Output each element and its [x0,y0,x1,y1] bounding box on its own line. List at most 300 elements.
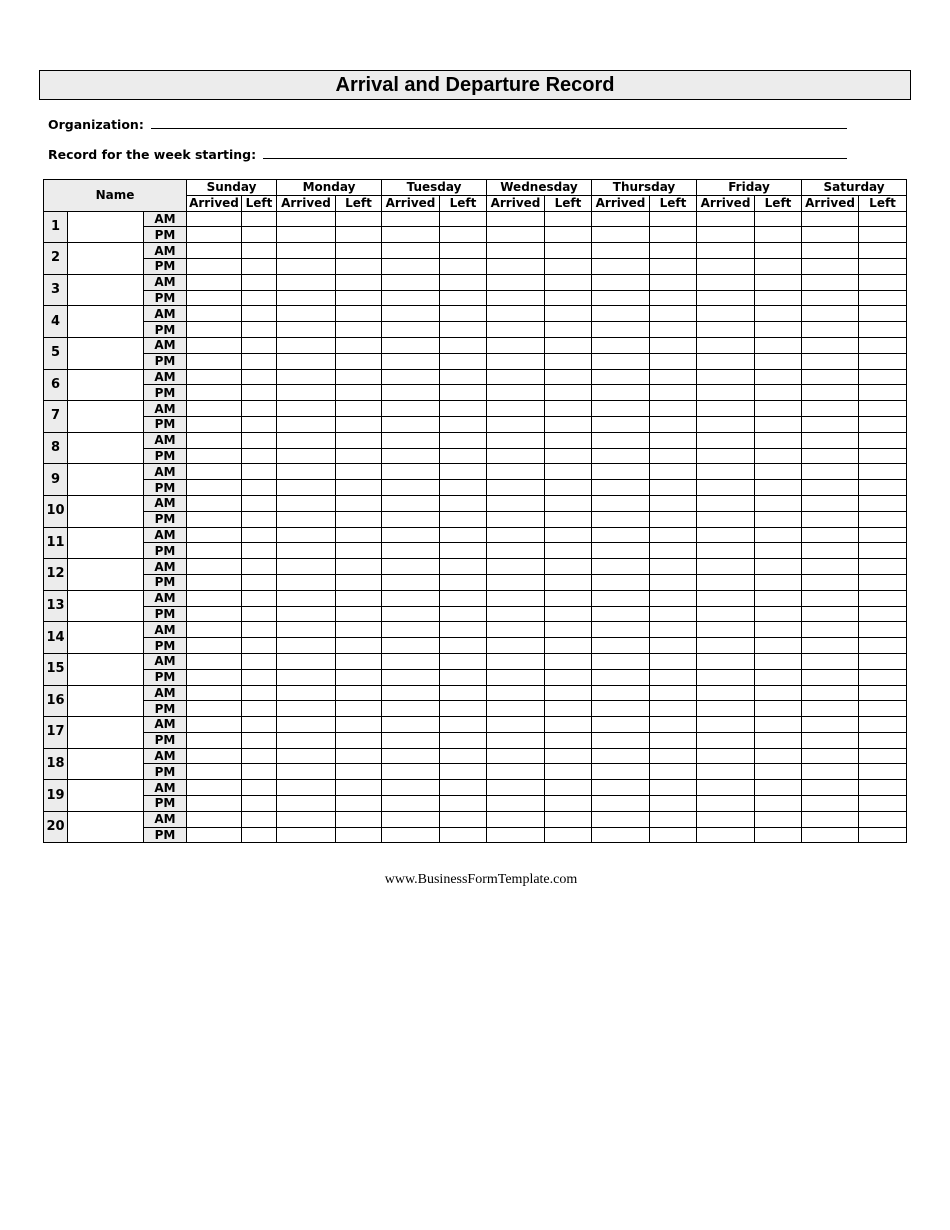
arrived-time-cell[interactable] [277,353,336,369]
left-time-cell[interactable] [336,511,382,527]
arrived-time-cell[interactable] [382,258,440,274]
arrived-time-cell[interactable] [277,527,336,543]
arrived-time-cell[interactable] [382,401,440,417]
arrived-time-cell[interactable] [697,211,755,227]
left-time-cell[interactable] [242,511,277,527]
arrived-time-cell[interactable] [592,274,650,290]
left-time-cell[interactable] [650,780,697,796]
arrived-time-cell[interactable] [382,827,440,843]
arrived-time-cell[interactable] [802,574,859,590]
left-time-cell[interactable] [242,227,277,243]
arrived-time-cell[interactable] [277,748,336,764]
left-time-cell[interactable] [242,385,277,401]
arrived-time-cell[interactable] [592,764,650,780]
left-time-cell[interactable] [755,464,802,480]
arrived-time-cell[interactable] [187,274,242,290]
left-time-cell[interactable] [755,638,802,654]
arrived-time-cell[interactable] [802,290,859,306]
arrived-time-cell[interactable] [592,401,650,417]
arrived-time-cell[interactable] [592,638,650,654]
arrived-time-cell[interactable] [487,685,545,701]
arrived-time-cell[interactable] [382,780,440,796]
left-time-cell[interactable] [336,448,382,464]
left-time-cell[interactable] [859,480,907,496]
left-time-cell[interactable] [440,685,487,701]
arrived-time-cell[interactable] [487,606,545,622]
left-time-cell[interactable] [440,480,487,496]
left-time-cell[interactable] [859,527,907,543]
left-time-cell[interactable] [755,527,802,543]
arrived-time-cell[interactable] [487,622,545,638]
left-time-cell[interactable] [440,796,487,812]
left-time-cell[interactable] [650,306,697,322]
arrived-time-cell[interactable] [697,385,755,401]
arrived-time-cell[interactable] [187,227,242,243]
arrived-time-cell[interactable] [697,574,755,590]
arrived-time-cell[interactable] [382,811,440,827]
left-time-cell[interactable] [755,653,802,669]
left-time-cell[interactable] [440,606,487,622]
arrived-time-cell[interactable] [277,559,336,575]
left-time-cell[interactable] [242,480,277,496]
left-time-cell[interactable] [545,574,592,590]
left-time-cell[interactable] [650,748,697,764]
arrived-time-cell[interactable] [697,764,755,780]
left-time-cell[interactable] [440,764,487,780]
left-time-cell[interactable] [545,337,592,353]
left-time-cell[interactable] [242,653,277,669]
name-cell[interactable] [68,495,144,527]
arrived-time-cell[interactable] [277,337,336,353]
left-time-cell[interactable] [440,227,487,243]
arrived-time-cell[interactable] [487,796,545,812]
left-time-cell[interactable] [650,811,697,827]
left-time-cell[interactable] [755,685,802,701]
name-cell[interactable] [68,559,144,591]
left-time-cell[interactable] [755,258,802,274]
name-cell[interactable] [68,685,144,717]
left-time-cell[interactable] [242,211,277,227]
arrived-time-cell[interactable] [802,827,859,843]
arrived-time-cell[interactable] [487,717,545,733]
arrived-time-cell[interactable] [802,306,859,322]
left-time-cell[interactable] [440,638,487,654]
arrived-time-cell[interactable] [697,796,755,812]
left-time-cell[interactable] [755,543,802,559]
arrived-time-cell[interactable] [802,685,859,701]
left-time-cell[interactable] [440,448,487,464]
arrived-time-cell[interactable] [187,622,242,638]
arrived-time-cell[interactable] [802,511,859,527]
arrived-time-cell[interactable] [802,274,859,290]
left-time-cell[interactable] [336,211,382,227]
left-time-cell[interactable] [336,764,382,780]
left-time-cell[interactable] [440,258,487,274]
left-time-cell[interactable] [242,796,277,812]
left-time-cell[interactable] [545,432,592,448]
left-time-cell[interactable] [650,369,697,385]
arrived-time-cell[interactable] [277,717,336,733]
arrived-time-cell[interactable] [802,748,859,764]
arrived-time-cell[interactable] [592,559,650,575]
arrived-time-cell[interactable] [382,590,440,606]
left-time-cell[interactable] [242,495,277,511]
left-time-cell[interactable] [650,243,697,259]
left-time-cell[interactable] [545,480,592,496]
left-time-cell[interactable] [336,780,382,796]
left-time-cell[interactable] [545,416,592,432]
left-time-cell[interactable] [859,653,907,669]
left-time-cell[interactable] [336,590,382,606]
left-time-cell[interactable] [755,337,802,353]
arrived-time-cell[interactable] [697,353,755,369]
arrived-time-cell[interactable] [277,780,336,796]
arrived-time-cell[interactable] [697,590,755,606]
arrived-time-cell[interactable] [277,622,336,638]
arrived-time-cell[interactable] [592,211,650,227]
arrived-time-cell[interactable] [187,590,242,606]
name-cell[interactable] [68,622,144,654]
left-time-cell[interactable] [755,827,802,843]
left-time-cell[interactable] [650,622,697,638]
arrived-time-cell[interactable] [187,369,242,385]
left-time-cell[interactable] [336,306,382,322]
arrived-time-cell[interactable] [592,227,650,243]
arrived-time-cell[interactable] [382,385,440,401]
left-time-cell[interactable] [440,748,487,764]
left-time-cell[interactable] [440,574,487,590]
left-time-cell[interactable] [755,622,802,638]
left-time-cell[interactable] [440,495,487,511]
left-time-cell[interactable] [336,432,382,448]
arrived-time-cell[interactable] [802,416,859,432]
left-time-cell[interactable] [242,780,277,796]
left-time-cell[interactable] [242,337,277,353]
name-cell[interactable] [68,337,144,369]
left-time-cell[interactable] [545,369,592,385]
left-time-cell[interactable] [650,322,697,338]
arrived-time-cell[interactable] [802,369,859,385]
left-time-cell[interactable] [336,827,382,843]
left-time-cell[interactable] [650,480,697,496]
left-time-cell[interactable] [650,764,697,780]
arrived-time-cell[interactable] [802,448,859,464]
left-time-cell[interactable] [545,385,592,401]
arrived-time-cell[interactable] [277,811,336,827]
arrived-time-cell[interactable] [277,464,336,480]
left-time-cell[interactable] [242,274,277,290]
left-time-cell[interactable] [545,780,592,796]
arrived-time-cell[interactable] [487,448,545,464]
arrived-time-cell[interactable] [487,401,545,417]
left-time-cell[interactable] [755,480,802,496]
arrived-time-cell[interactable] [277,322,336,338]
left-time-cell[interactable] [859,385,907,401]
arrived-time-cell[interactable] [382,274,440,290]
left-time-cell[interactable] [336,464,382,480]
left-time-cell[interactable] [650,717,697,733]
arrived-time-cell[interactable] [382,511,440,527]
arrived-time-cell[interactable] [187,638,242,654]
left-time-cell[interactable] [650,559,697,575]
arrived-time-cell[interactable] [592,606,650,622]
arrived-time-cell[interactable] [592,243,650,259]
left-time-cell[interactable] [755,369,802,385]
left-time-cell[interactable] [859,811,907,827]
arrived-time-cell[interactable] [802,464,859,480]
left-time-cell[interactable] [755,416,802,432]
arrived-time-cell[interactable] [802,590,859,606]
left-time-cell[interactable] [545,685,592,701]
arrived-time-cell[interactable] [592,385,650,401]
arrived-time-cell[interactable] [697,653,755,669]
left-time-cell[interactable] [242,290,277,306]
left-time-cell[interactable] [440,669,487,685]
arrived-time-cell[interactable] [187,764,242,780]
left-time-cell[interactable] [336,337,382,353]
arrived-time-cell[interactable] [277,290,336,306]
left-time-cell[interactable] [650,827,697,843]
arrived-time-cell[interactable] [382,701,440,717]
left-time-cell[interactable] [336,717,382,733]
left-time-cell[interactable] [242,464,277,480]
arrived-time-cell[interactable] [187,416,242,432]
arrived-time-cell[interactable] [592,306,650,322]
arrived-time-cell[interactable] [487,480,545,496]
arrived-time-cell[interactable] [382,227,440,243]
arrived-time-cell[interactable] [382,480,440,496]
arrived-time-cell[interactable] [487,369,545,385]
arrived-time-cell[interactable] [187,337,242,353]
left-time-cell[interactable] [242,432,277,448]
arrived-time-cell[interactable] [187,543,242,559]
arrived-time-cell[interactable] [487,574,545,590]
arrived-time-cell[interactable] [277,448,336,464]
left-time-cell[interactable] [440,337,487,353]
left-time-cell[interactable] [242,811,277,827]
left-time-cell[interactable] [336,416,382,432]
left-time-cell[interactable] [440,559,487,575]
arrived-time-cell[interactable] [697,464,755,480]
arrived-time-cell[interactable] [187,258,242,274]
arrived-time-cell[interactable] [277,416,336,432]
arrived-time-cell[interactable] [802,495,859,511]
left-time-cell[interactable] [859,274,907,290]
left-time-cell[interactable] [859,717,907,733]
left-time-cell[interactable] [859,669,907,685]
arrived-time-cell[interactable] [697,701,755,717]
left-time-cell[interactable] [545,638,592,654]
arrived-time-cell[interactable] [592,590,650,606]
left-time-cell[interactable] [755,511,802,527]
left-time-cell[interactable] [545,511,592,527]
left-time-cell[interactable] [545,495,592,511]
left-time-cell[interactable] [242,243,277,259]
arrived-time-cell[interactable] [382,448,440,464]
arrived-time-cell[interactable] [277,511,336,527]
arrived-time-cell[interactable] [802,669,859,685]
left-time-cell[interactable] [545,464,592,480]
left-time-cell[interactable] [755,669,802,685]
left-time-cell[interactable] [755,353,802,369]
left-time-cell[interactable] [336,732,382,748]
arrived-time-cell[interactable] [697,290,755,306]
left-time-cell[interactable] [336,701,382,717]
left-time-cell[interactable] [336,653,382,669]
left-time-cell[interactable] [545,258,592,274]
arrived-time-cell[interactable] [187,796,242,812]
arrived-time-cell[interactable] [802,732,859,748]
left-time-cell[interactable] [859,701,907,717]
arrived-time-cell[interactable] [592,527,650,543]
arrived-time-cell[interactable] [697,227,755,243]
arrived-time-cell[interactable] [697,638,755,654]
left-time-cell[interactable] [242,527,277,543]
left-time-cell[interactable] [440,416,487,432]
name-cell[interactable] [68,780,144,812]
left-time-cell[interactable] [859,464,907,480]
arrived-time-cell[interactable] [697,495,755,511]
left-time-cell[interactable] [440,622,487,638]
arrived-time-cell[interactable] [382,796,440,812]
left-time-cell[interactable] [755,274,802,290]
left-time-cell[interactable] [650,574,697,590]
left-time-cell[interactable] [545,701,592,717]
arrived-time-cell[interactable] [187,732,242,748]
left-time-cell[interactable] [440,732,487,748]
left-time-cell[interactable] [755,448,802,464]
left-time-cell[interactable] [545,796,592,812]
left-time-cell[interactable] [440,827,487,843]
left-time-cell[interactable] [650,495,697,511]
arrived-time-cell[interactable] [382,322,440,338]
left-time-cell[interactable] [859,401,907,417]
left-time-cell[interactable] [545,306,592,322]
arrived-time-cell[interactable] [697,258,755,274]
left-time-cell[interactable] [755,243,802,259]
left-time-cell[interactable] [859,590,907,606]
arrived-time-cell[interactable] [187,701,242,717]
arrived-time-cell[interactable] [697,685,755,701]
arrived-time-cell[interactable] [697,606,755,622]
arrived-time-cell[interactable] [592,464,650,480]
arrived-time-cell[interactable] [277,827,336,843]
arrived-time-cell[interactable] [592,717,650,733]
organization-input-line[interactable] [151,116,847,129]
left-time-cell[interactable] [859,243,907,259]
left-time-cell[interactable] [755,306,802,322]
arrived-time-cell[interactable] [487,337,545,353]
left-time-cell[interactable] [545,827,592,843]
left-time-cell[interactable] [859,322,907,338]
arrived-time-cell[interactable] [697,432,755,448]
left-time-cell[interactable] [650,448,697,464]
arrived-time-cell[interactable] [802,811,859,827]
arrived-time-cell[interactable] [802,701,859,717]
left-time-cell[interactable] [650,590,697,606]
arrived-time-cell[interactable] [487,732,545,748]
arrived-time-cell[interactable] [487,227,545,243]
left-time-cell[interactable] [242,448,277,464]
arrived-time-cell[interactable] [697,337,755,353]
left-time-cell[interactable] [440,717,487,733]
arrived-time-cell[interactable] [697,811,755,827]
name-cell[interactable] [68,211,144,243]
left-time-cell[interactable] [336,574,382,590]
left-time-cell[interactable] [440,322,487,338]
arrived-time-cell[interactable] [277,432,336,448]
left-time-cell[interactable] [650,385,697,401]
left-time-cell[interactable] [859,764,907,780]
arrived-time-cell[interactable] [187,495,242,511]
arrived-time-cell[interactable] [382,748,440,764]
left-time-cell[interactable] [545,653,592,669]
left-time-cell[interactable] [650,796,697,812]
arrived-time-cell[interactable] [697,511,755,527]
arrived-time-cell[interactable] [487,559,545,575]
left-time-cell[interactable] [242,827,277,843]
arrived-time-cell[interactable] [187,527,242,543]
arrived-time-cell[interactable] [697,243,755,259]
left-time-cell[interactable] [440,527,487,543]
left-time-cell[interactable] [859,606,907,622]
arrived-time-cell[interactable] [487,811,545,827]
left-time-cell[interactable] [859,211,907,227]
arrived-time-cell[interactable] [187,211,242,227]
left-time-cell[interactable] [545,717,592,733]
left-time-cell[interactable] [336,369,382,385]
left-time-cell[interactable] [859,353,907,369]
left-time-cell[interactable] [336,638,382,654]
arrived-time-cell[interactable] [802,638,859,654]
left-time-cell[interactable] [755,811,802,827]
arrived-time-cell[interactable] [487,701,545,717]
left-time-cell[interactable] [440,211,487,227]
left-time-cell[interactable] [440,353,487,369]
arrived-time-cell[interactable] [487,764,545,780]
left-time-cell[interactable] [336,495,382,511]
arrived-time-cell[interactable] [697,780,755,796]
arrived-time-cell[interactable] [277,369,336,385]
left-time-cell[interactable] [650,432,697,448]
left-time-cell[interactable] [650,416,697,432]
name-cell[interactable] [68,401,144,433]
left-time-cell[interactable] [859,780,907,796]
arrived-time-cell[interactable] [277,732,336,748]
arrived-time-cell[interactable] [382,559,440,575]
left-time-cell[interactable] [545,401,592,417]
left-time-cell[interactable] [859,543,907,559]
left-time-cell[interactable] [755,717,802,733]
left-time-cell[interactable] [859,732,907,748]
left-time-cell[interactable] [242,574,277,590]
arrived-time-cell[interactable] [802,543,859,559]
arrived-time-cell[interactable] [592,780,650,796]
name-cell[interactable] [68,717,144,749]
arrived-time-cell[interactable] [382,653,440,669]
arrived-time-cell[interactable] [487,274,545,290]
arrived-time-cell[interactable] [187,306,242,322]
left-time-cell[interactable] [545,732,592,748]
arrived-time-cell[interactable] [592,622,650,638]
name-cell[interactable] [68,590,144,622]
arrived-time-cell[interactable] [487,590,545,606]
left-time-cell[interactable] [440,701,487,717]
left-time-cell[interactable] [755,748,802,764]
left-time-cell[interactable] [336,290,382,306]
left-time-cell[interactable] [336,796,382,812]
left-time-cell[interactable] [859,796,907,812]
